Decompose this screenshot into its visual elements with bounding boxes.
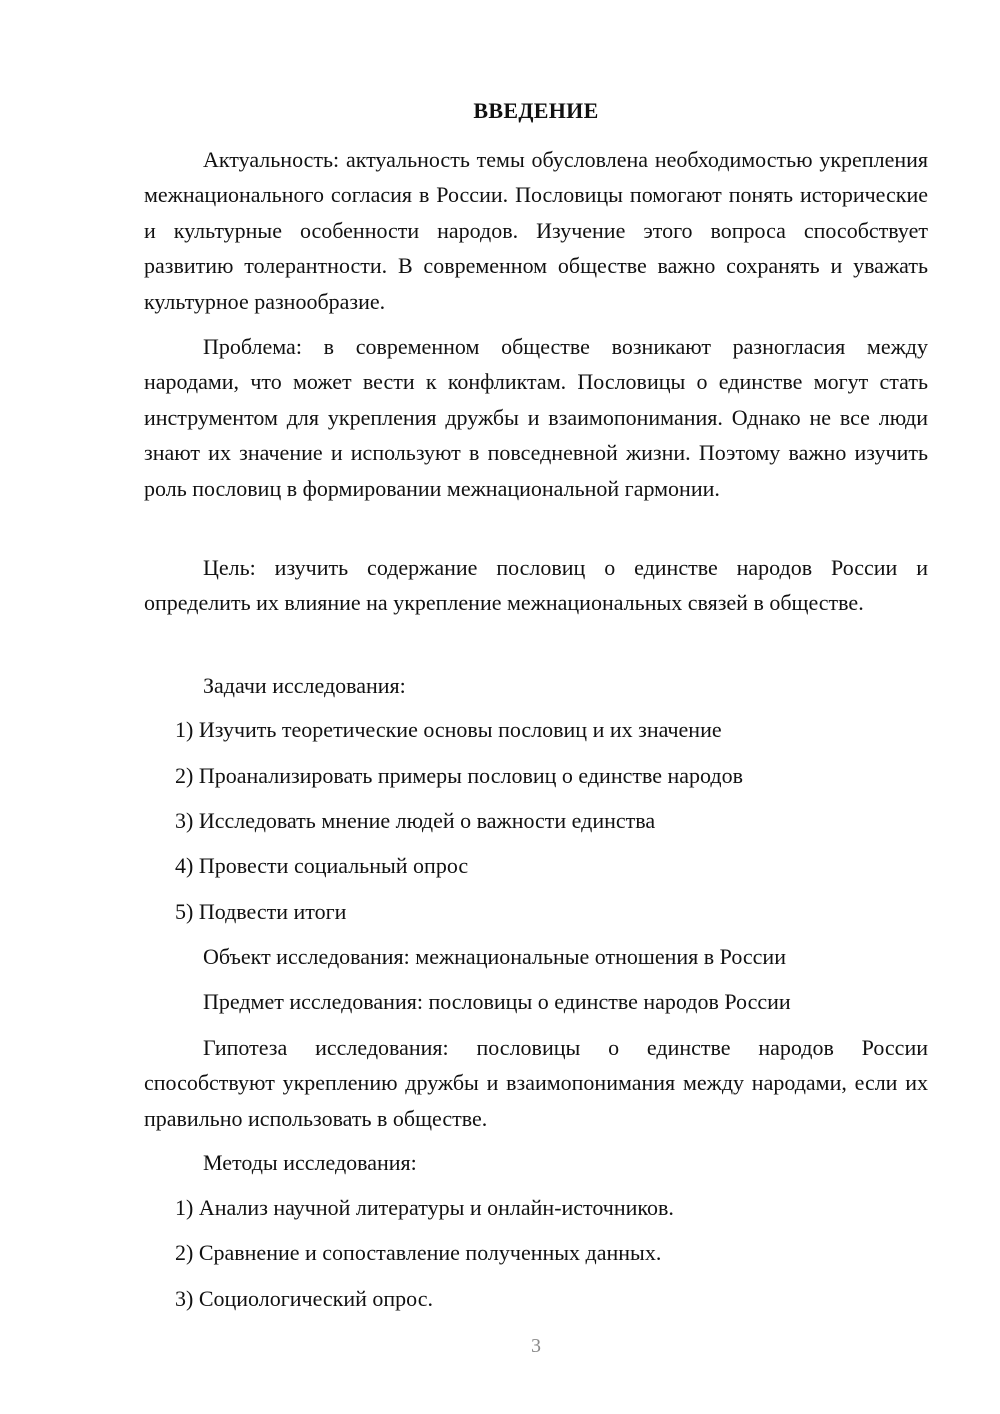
task-item: 1) Изучить теоретические основы пословиц и их значение bbox=[175, 717, 722, 742]
page-number: 3 bbox=[531, 1335, 541, 1357]
method-item: 2) Сравнение и сопоставление полученных данных. bbox=[175, 1240, 662, 1265]
hypothesis-paragraph: Гипотеза исследования: пословицы о единстве народов России способствуют укреплению дружбы и взаимопонимания между народами, если их правильно использовать в обществе. bbox=[144, 1035, 928, 1131]
tasks-heading: Задачи исследования: bbox=[203, 673, 406, 698]
methods-heading: Методы исследования: bbox=[203, 1150, 417, 1175]
task-item: 5) Подвести итоги bbox=[175, 899, 347, 924]
task-item: 3) Исследовать мнение людей о важности единства bbox=[175, 808, 656, 833]
task-item: 4) Провести социальный опрос bbox=[175, 853, 469, 878]
problem-paragraph: Проблема: в современном обществе возникают разногласия между народами, что может вести к конфликтам. Пословицы о единстве могут стать инструментом для укрепления дружбы и взаимопонимания. Однако не все люди знают их значение и используют в повседневной жизни. Поэтому важно изучить роль пословиц в формировании межнациональной гармонии. bbox=[144, 334, 928, 501]
task-item: 2) Проанализировать примеры пословиц о единстве народов bbox=[175, 763, 743, 788]
object-statement: Объект исследования: межнациональные отношения в России bbox=[203, 944, 786, 969]
method-item: 1) Анализ научной литературы и онлайн-источников. bbox=[175, 1195, 674, 1220]
subject-statement: Предмет исследования: пословицы о единстве народов России bbox=[203, 989, 791, 1014]
goal-paragraph: Цель: изучить содержание пословиц о единстве народов России и определить их влияние на укрепление межнациональных связей в обществе. bbox=[144, 555, 928, 616]
relevance-paragraph: Актуальность: актуальность темы обусловлена необходимостью укрепления межнационального согласия в России. Пословицы помогают понять исторические и культурные особенности народов. Изучение этого вопроса способствует развитию толерантности. В современном обществе важно сохранять и уважать культурное разнообразие. bbox=[144, 147, 928, 314]
page-title: ВВЕДЕНИЕ bbox=[473, 98, 599, 123]
method-item: 3) Социологический опрос. bbox=[175, 1286, 433, 1311]
